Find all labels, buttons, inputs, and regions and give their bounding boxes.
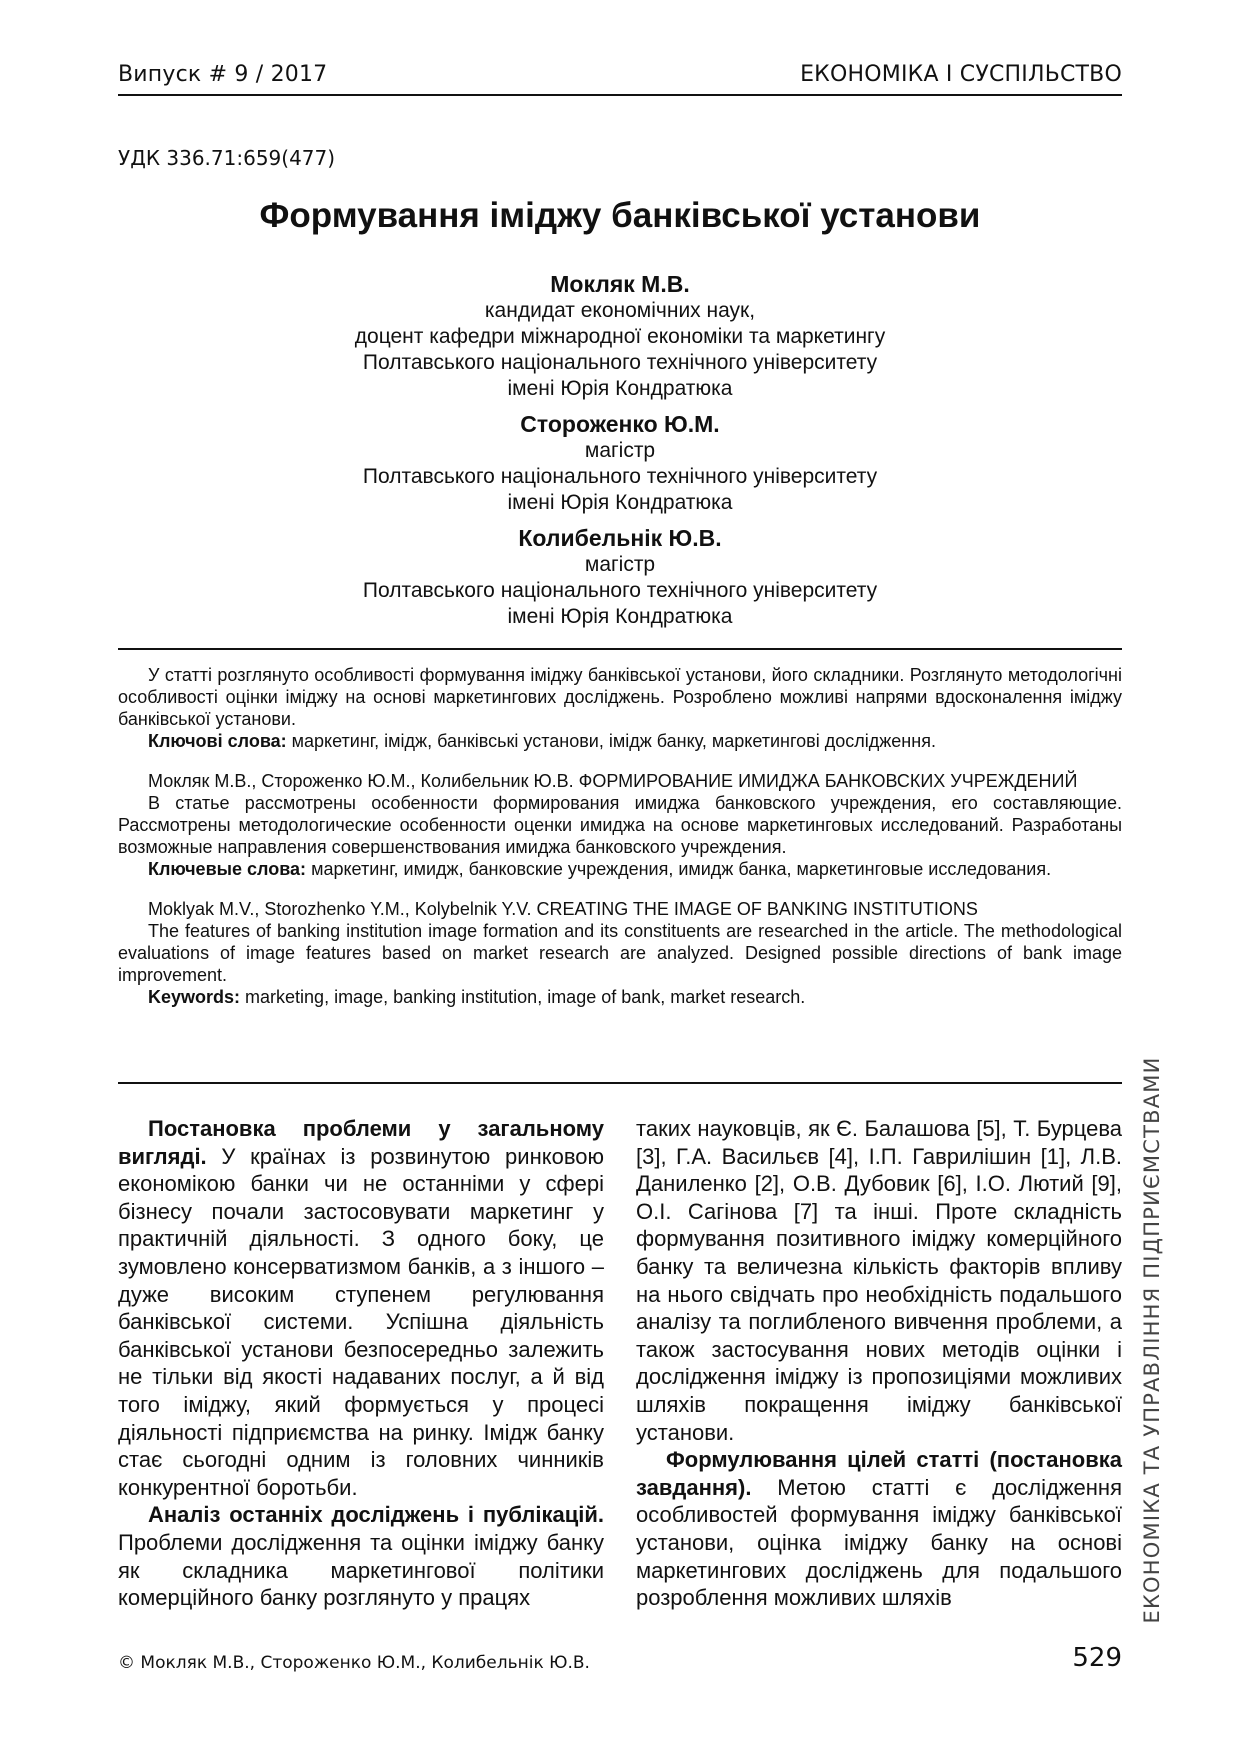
authors-block [118,270,1122,638]
paragraph-text: Проблеми дослідження та оцінки іміджу банку як складника маркетингової політики комерційного банку розглянуто у працях [118,1529,604,1611]
author-name: Мокляк М.В. [550,271,690,297]
abstract-top-divider [118,648,1122,650]
author-name: Колибельнік Ю.В. [518,525,722,551]
section-heading: Формулювання цілей статті (постановка завдання). [636,1447,1122,1500]
footer-copyright: © Мокляк М.В., Стороженко Ю.М., Колибельнік Ю.В. [118,1653,590,1673]
author-affiliation: Полтавського національного технічного університету [362,351,878,374]
author-affiliation: магістр [584,439,656,462]
author-affiliation: магістр [584,553,656,576]
abstract-bottom-divider [118,1082,1122,1084]
keywords-uk-label: Ключові слова: [148,731,287,751]
author-affiliation: імені Юрія Кондратюка [507,491,733,514]
keywords-uk-text: маркетинг, імідж, банківські установи, імідж банку, маркетингові дослідження. [286,731,936,751]
author-affiliation: кандидат економічних наук, [484,299,756,322]
keywords-en [118,986,1122,1008]
body-paragraph [118,1115,604,1501]
abstract-en-heading: Moklyak M.V., Storozhenko Y.M., Kolybelnik Y.V. CREATING THE IMAGE OF BANKING INSTITUTIONS [148,899,978,919]
abstract-uk [118,664,1122,730]
body-paragraph [118,1501,604,1611]
journal-name: ЕКОНОМІКА І СУСПІЛЬСТВО [800,62,1122,87]
author-affiliation: Полтавського національного технічного університету [362,465,878,488]
abstract-ru-text: В статье рассмотрены особенности формирования имиджа банковского учреждения, его составляющие. Рассмотрены методологические особенности оценки имиджа на основе маркетинговых исследований. Разработаны возможные направления совершенствования имиджа банковского учреждения. [118,793,1122,857]
author-name: Стороженко Ю.М. [520,411,720,437]
udk-code: УДК 336.71:659(477) [118,146,336,170]
abstract-ru [118,792,1122,858]
author-affiliation: імені Юрія Кондратюка [507,377,733,400]
section-heading: Аналіз останніх досліджень і публікацій. [148,1502,604,1528]
side-section-text: ЕКОНОМІКА ТА УПРАВЛІННЯ ПІДПРИЄМСТВАМИ [1140,1056,1164,1624]
abstracts-block [118,664,1122,1008]
body-paragraph [636,1115,1122,1446]
issue-label: Випуск # 9 / 2017 [118,62,328,87]
keywords-ru-label: Ключевые слова: [148,859,307,879]
page-number: 529 [1072,1643,1122,1673]
author-affiliation: доцент кафедри міжнародної економіки та маркетингу [354,325,886,348]
author-affiliation: Полтавського національного технічного університету [362,579,878,602]
abstract-uk-text: У статті розглянуто особливості формування іміджу банківської установи, його складники. Розглянуто методологічні особливості оцінки іміджу на основі маркетингових досліджень. Розроблено можливі напрями вдосконалення іміджу банківської установи. [118,665,1122,729]
section-heading: Постановка проблеми у загальному вигляді. [118,1116,604,1169]
paragraph-text: таких науковців, як Є. Балашова [5], Т. Бурцева [3], Г.А. Васильєв [4], І.П. Гаврилішин [1], Л.В. Даниленко [2], О.В. Дубовик [6], І.О. Лютий [9], О.І. Сагінова [7] та інші. Проте складність формування позитивного іміджу комерційного банку та величезна кількість факторів впливу на нього свідчать про необхідність подальшого аналізу та поглибленого вивчення проблеми, а також застосування нових методів оцінки і дослідження іміджу із пропозиціями можливих шляхів покращення іміджу банківської установи. [636,1116,1122,1445]
keywords-en-label: Keywords: [148,987,241,1007]
author-affiliation: імені Юрія Кондратюка [507,605,733,628]
body-column-left [118,1115,604,1612]
keywords-ru-text: маркетинг, имидж, банковские учреждения, имидж банка, маркетинговые исследования. [306,859,1052,879]
author-1 [118,270,1122,402]
article-title: Формування іміджу банківської установи [259,196,981,235]
author-2 [118,410,1122,516]
abstract-ru-heading: Мокляк М.В., Стороженко Ю.М., Колибельник Ю.В. ФОРМИРОВАНИЕ ИМИДЖА БАНКОВСКИХ УЧРЕЖДЕНИЙ [148,771,1078,791]
body-column-right [636,1115,1122,1612]
paragraph-text: Метою статті є дослідження особливостей формування іміджу банківської установи, оцінка іміджу банку на основі маркетингових досліджень для подальшого розроблення можливих шляхів [636,1474,1122,1611]
header-divider [118,94,1122,96]
author-3 [118,524,1122,630]
keywords-uk [118,730,1122,752]
paragraph-text: У країнах із розвинутою ринковою економікою банки чи не останніми у сфері бізнесу почали застосовувати маркетинг у практичній діяльності. З одного боку, це зумовлено консерватизмом банків, а з іншого – дуже високим ступенем регулювання банківської системи. Успішна діяльність банківської установи безпосередньо залежить не тільки від якості надаваних послуг, а й від того іміджу, який формується у процесі діяльності підприємства на ринку. Імідж банку стає сьогодні одним із головних чинників конкурентної боротьби. [118,1143,604,1500]
abstract-en [118,920,1122,986]
body-paragraph [636,1446,1122,1612]
keywords-ru [118,858,1122,880]
abstract-en-text: The features of banking institution image formation and its constituents are researched in the article. The methodological evaluations of image features based on market research are analyzed. Designed possible directions of bank image improvement. [118,921,1122,985]
keywords-en-text: marketing, image, banking institution, image of bank, market research. [240,987,806,1007]
